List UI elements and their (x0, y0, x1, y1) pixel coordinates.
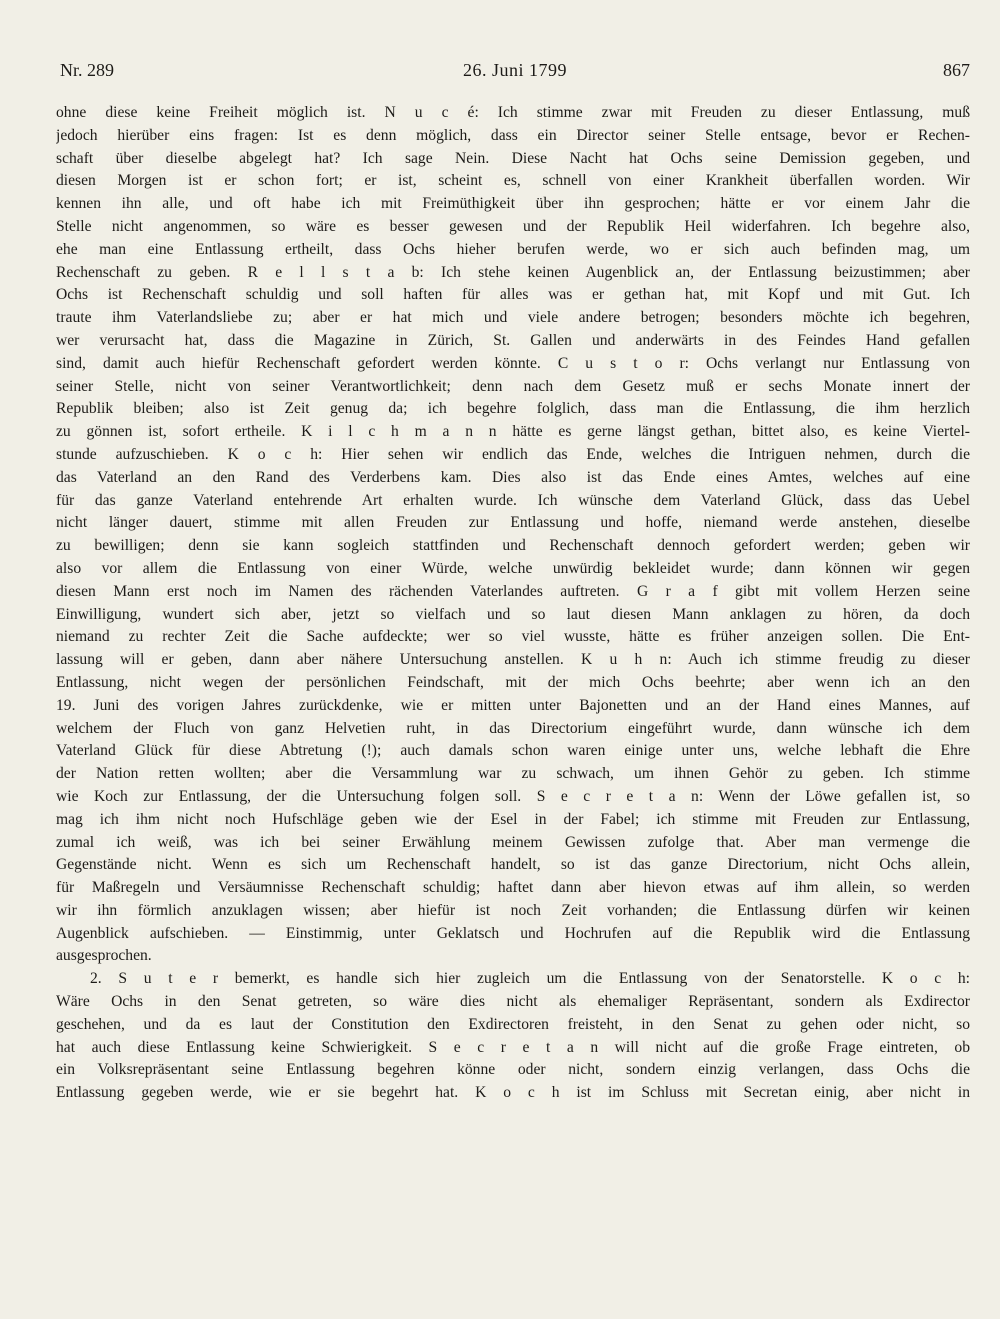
text-line: ausgesprochen. (56, 947, 152, 965)
text-line: geschehen, und da es laut der Constitution den Exdirectoren freisteht, in den Senat zu gehen oder nicht, so (56, 1015, 970, 1033)
text-line: also vor allem die Entlassung von einer Würde, welche unwürdig bekleidet wurde; dann können wir gegen (56, 559, 970, 577)
text-line: das Vaterland an den Rand des Verderbens kam. Dies also ist das Ende eines Amtes, welches auf eine (56, 468, 970, 486)
text-line: zu bewilligen; denn sie kann sogleich stattfinden und Rechenschaft dennoch gefordert werden; geben wir (56, 537, 970, 555)
text-line: 2. S u t e r bemerkt, es handle sich hier zugleich um die Entlassung von der Senatorstelle. K o c h: (90, 970, 970, 988)
text-line: Gegenstände nicht. Wenn es sich um Rechenschaft handelt, so ist das ganze Directorium, nicht Ochs allein, (56, 856, 970, 874)
text-line: mag ich ihm nicht noch Hufschläge geben wie der Esel in der Fabel; ich stimme mit Freuden zur Entlassung, (56, 810, 970, 828)
text-line: nicht länger dauert, stimme mit allen Freuden zur Entlassung und hoffe, niemand werde anstehen, dieselbe (56, 514, 970, 532)
text-line: ohne diese keine Freiheit möglich ist. N u c é: Ich stimme zwar mit Freuden zu dieser Entlassung, muß (56, 104, 970, 121)
text-line: ehe man eine Entlassung ertheilt, dass Ochs hieher berufen werde, wo er sich auch befinden mag, um (56, 240, 970, 258)
text-line: für Maßregeln und Versäumnisse Rechenschaft schuldig; haftet dann aber hievon etwas auf ihm allein, so werden (56, 879, 970, 897)
text-line: zu gönnen ist, sofort ertheile. K i l c h m a n n hätte es gerne längst gethan, bittet also, es keine Viertel- (56, 423, 970, 441)
page-number: 867 (943, 60, 970, 80)
text-line: zumal ich weiß, was ich bei seiner Erwählung meinem Gewissen zufolge that. Aber man vermenge die (56, 833, 970, 851)
text-line: wer verursacht hat, dass die Magazine in Zürich, St. Gallen und anderwärts in des Feindes Hand gefallen (56, 331, 970, 349)
text-line: wie Koch zur Entlassung, der die Untersuchung folgen soll. S e c r e t a n: Wenn der Löwe gefallen ist, so (56, 787, 970, 805)
text-line: lassung will er geben, dann aber nähere Untersuchung anstellen. K u h n: Auch ich stimme freudig zu dieser (56, 651, 970, 669)
text-line: der Nation retten wollten; aber die Versammlung war zu schwach, um ihnen Gehör zu geben. Ich stimme (56, 765, 970, 783)
text-line: schaft über dieselbe abgelegt hat? Ich sage Nein. Diese Nacht hat Ochs seine Demission gegeben, und (56, 149, 970, 167)
text-line: Entlassung, nicht wegen der persönlichen Feindschaft, mit der mich Ochs beehrte; aber wenn ich an den (56, 673, 970, 691)
text-line: kennen ihn alle, und oft habe ich mit Freimüthigkeit über ihn gesprochen; hätte er vor einem Jahr die (56, 195, 970, 213)
text-line: ein Volksrepräsentant seine Entlassung begehren könne oder nicht, sondern einzig verlangen, dass Ochs die (56, 1061, 970, 1079)
text-line: 19. Juni des vorigen Jahres zurückdenke, wie er mitten unter Bajonetten und an der Hand eines Mannes, auf (56, 696, 970, 714)
paragraph-1 (56, 102, 970, 968)
page-header (60, 60, 970, 88)
text-line: Wäre Ochs in den Senat getreten, so wäre dies nicht als ehemaliger Repräsentant, sondern als Exdirector (56, 993, 970, 1011)
text-line: hat auch diese Entlassung keine Schwierigkeit. S e c r e t a n will nicht auf die große Frage eintreten, ob (56, 1038, 970, 1056)
text-line: diesen Mann erst noch im Namen des rächenden Vaterlandes auftreten. G r a f gibt mit vollem Herzen seine (56, 582, 970, 600)
paragraph-2 (56, 968, 970, 1105)
text-line: Ochs ist Rechenschaft schuldig und soll haften für alles was er gethan hat, mit Kopf und mit Gut. Ich (56, 286, 970, 304)
text-line: niemand zu rechter Zeit die Sache aufdeckte; wer so viel wusste, hätte es früher anzeigen sollen. Die Ent- (56, 628, 970, 646)
text-line: Vaterland Glück für diese Abtretung (!); auch damals schon waren einige unter uns, welche lebhaft die Ehre (56, 742, 970, 760)
text-line: für das ganze Vaterland entehrende Art erhalten wurde. Ich wünsche dem Vaterland Glück, dass das Uebel (56, 491, 970, 509)
text-line: Rechenschaft zu geben. R e l l s t a b: Ich stehe keinen Augenblick an, der Entlassung beizustimmen; aber (56, 263, 970, 281)
text-line: seiner Stelle, nicht von seiner Verantwortlichkeit; denn nach dem Gesetz muß er sechs Monate innert der (56, 377, 970, 395)
text-line: diesen Morgen ist er schon fort; er ist, scheint es, schnell von einer Krankheit überfallen worden. Wir (56, 172, 970, 190)
text-line: Republik bleiben; also ist Zeit genug da; ich begehre folglich, dass man die Entlassung, die ihm herzlich (56, 400, 970, 418)
text-line: Einwilligung, wundert sich aber, jetzt so vielfach und so laut diesen Mann anklagen zu hören, da doch (56, 605, 970, 623)
document-date: 26. Juni 1799 (462, 60, 567, 80)
text-line: sind, damit auch hiefür Rechenschaft gefordert werden könnte. C u s t o r: Ochs verlangt nur Entlassung von (56, 354, 970, 372)
body-text (56, 102, 970, 1105)
text-line: wir ihn förmlich anzuklagen wissen; aber hiefür ist noch Zeit vorhanden; die Entlassung dürfen wir keinen (56, 901, 970, 919)
text-line: Entlassung gegeben werde, wie er sie begehrt hat. K o c h ist im Schluss mit Secretan einig, aber nicht in (56, 1084, 970, 1102)
text-line: traute ihm Vaterlandsliebe zu; aber er hat mich und viele andere betrogen; besonders möchte ich begehren, (56, 309, 970, 327)
text-line: jedoch hierüber eins fragen: Ist es denn möglich, dass ein Director seiner Stelle entsage, bevor er Rechen- (56, 126, 970, 144)
text-line: Stelle nicht angenommen, so wäre es besser gewesen und der Republik Heil widerfahren. Ich begehre also, (56, 217, 970, 235)
text-line: Augenblick aufschieben. — Einstimmig, unter Geklatsch und Hochrufen auf die Republik wird die Entlassung (56, 924, 970, 942)
text-line: stunde aufzuschieben. K o c h: Hier sehen wir endlich das Ende, welches die Intriguen nehmen, durch die (56, 445, 970, 463)
text-line: welchem der Fluch von ganz Helvetien ruht, in das Directorium eingeführt wurde, dann wünsche ich dem (56, 719, 970, 737)
document-number: Nr. 289 (60, 60, 114, 80)
